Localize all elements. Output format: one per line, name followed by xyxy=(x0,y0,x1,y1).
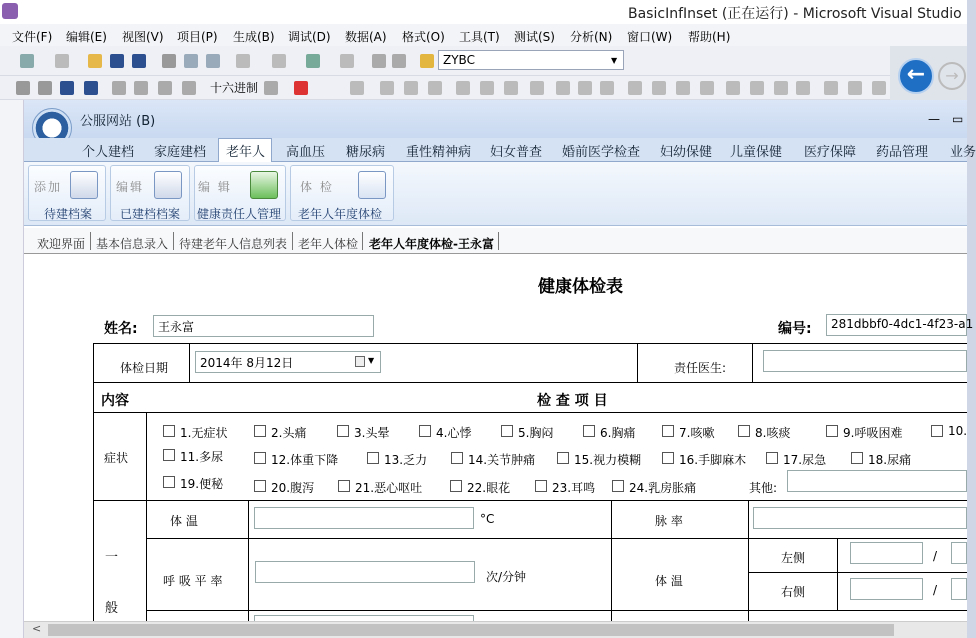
group-caption-built: 已建档档案 xyxy=(120,207,181,221)
tab-diabetes[interactable]: 糖尿病 xyxy=(346,145,386,160)
vspace-inc-icon[interactable] xyxy=(750,81,764,95)
checkup-date-picker[interactable]: 2014年 8月12日 xyxy=(195,351,381,373)
symptom-checkbox-24[interactable] xyxy=(612,480,624,492)
grid-line xyxy=(146,412,147,621)
align-icon[interactable] xyxy=(350,81,364,95)
symptom-checkbox-3[interactable] xyxy=(337,425,349,437)
symptom-label-17: 17.尿急 xyxy=(783,453,827,467)
menu-view[interactable]: 视图(V) xyxy=(122,30,164,44)
tab-women-screening[interactable]: 妇女普查 xyxy=(490,145,543,160)
bring-front-icon[interactable] xyxy=(872,81,886,95)
paste-icon[interactable] xyxy=(206,54,220,68)
app-title-bar xyxy=(24,100,967,138)
solution-config-combo[interactable]: ZYBC xyxy=(438,50,624,70)
blood-pressure-label: 体 温 xyxy=(655,574,683,588)
doctor-field[interactable] xyxy=(763,350,967,372)
grid-line xyxy=(637,343,638,382)
symptom-checkbox-21[interactable] xyxy=(338,480,350,492)
symptom-checkbox-4[interactable] xyxy=(419,425,431,437)
edit-button[interactable]: 编辑 xyxy=(116,180,145,194)
record-icon[interactable] xyxy=(294,81,308,95)
form-title: 健康体检表 xyxy=(538,277,623,297)
continue-icon[interactable] xyxy=(16,81,30,95)
respiration-label: 呼 吸 平 率 xyxy=(163,574,223,588)
group-caption-pending: 待建档案 xyxy=(44,207,93,221)
checkup-doc-icon[interactable] xyxy=(358,171,386,199)
symptom-label-4: 4.心悸 xyxy=(436,426,472,440)
symptom-checkbox-6[interactable] xyxy=(583,425,595,437)
same-height-icon[interactable] xyxy=(556,81,570,95)
right-slash: / xyxy=(933,583,938,597)
other-symptom-field[interactable] xyxy=(787,470,967,492)
symptom-checkbox-15[interactable] xyxy=(557,452,569,464)
doc-tab-welcome[interactable]: 欢迎界面 xyxy=(37,237,86,251)
right-side-label: 右侧 xyxy=(781,585,806,599)
cut-icon[interactable] xyxy=(162,54,176,68)
chevron-down-icon[interactable]: ▼ xyxy=(368,356,375,365)
vs-title: BasicInfInset (正在运行) - Microsoft Visual Studio xyxy=(628,6,962,22)
stop-icon[interactable] xyxy=(60,81,74,95)
align-bottom-icon[interactable] xyxy=(504,81,518,95)
left-systolic-field[interactable] xyxy=(850,542,923,564)
other-label: 其他: xyxy=(749,481,778,495)
symptom-label-6: 6.胸痛 xyxy=(600,426,636,440)
symptom-label-18: 18.尿痛 xyxy=(868,453,912,467)
add-button[interactable]: 添加 xyxy=(34,180,63,194)
center-h-icon[interactable] xyxy=(824,81,838,95)
grid-line xyxy=(146,610,967,611)
grid-line xyxy=(248,500,249,621)
menu-file[interactable]: 文件(F) xyxy=(12,30,53,44)
find-icon[interactable] xyxy=(340,54,354,68)
doc-tab-elderly-check[interactable]: 老年人体检 xyxy=(298,237,359,251)
temperature-unit: °C xyxy=(480,512,495,526)
symptom-checkbox-13[interactable] xyxy=(367,452,379,464)
tab-divider xyxy=(90,232,91,250)
symptom-checkbox-2[interactable] xyxy=(254,425,266,437)
left-slash: / xyxy=(933,549,938,563)
tab-divider xyxy=(292,232,293,250)
vs-title-bar xyxy=(0,0,967,24)
tab-mental-illness[interactable]: 重性精神病 xyxy=(406,145,472,160)
tab-divider xyxy=(498,232,499,250)
vspace-dec-icon[interactable] xyxy=(774,81,788,95)
left-diastolic-field[interactable] xyxy=(951,542,967,564)
menu-data[interactable]: 数据(A) xyxy=(345,30,387,44)
hex-toggle[interactable]: 十六进制 xyxy=(210,81,259,95)
group-caption-health-owner: 健康责任人管理 xyxy=(197,207,282,221)
menu-edit[interactable]: 编辑(E) xyxy=(66,30,107,44)
symptom-checkbox-16[interactable] xyxy=(662,452,674,464)
same-size-icon[interactable] xyxy=(578,81,592,95)
vs-logo-icon xyxy=(2,3,18,19)
scroll-left-icon[interactable]: < xyxy=(32,622,42,635)
menu-debug[interactable]: 调试(D) xyxy=(288,30,331,44)
tab-maternal-care[interactable]: 妇幼保健 xyxy=(660,145,713,160)
copy-icon[interactable] xyxy=(184,54,198,68)
menu-test[interactable]: 测试(S) xyxy=(514,30,555,44)
symptom-checkbox-11[interactable] xyxy=(163,449,175,461)
grid-icon[interactable] xyxy=(600,81,614,95)
content-header: 内容 xyxy=(101,393,129,409)
hspace-remove-icon[interactable] xyxy=(700,81,714,95)
align-left-icon[interactable] xyxy=(380,81,394,95)
symptom-checkbox-10[interactable] xyxy=(931,425,943,437)
align-center-icon[interactable] xyxy=(404,81,418,95)
tab-elderly[interactable]: 老年人 xyxy=(226,145,266,160)
align-middle-icon[interactable] xyxy=(480,81,494,95)
tab-business[interactable]: 业务 xyxy=(950,145,976,160)
symptom-label-15: 15.视力模糊 xyxy=(574,453,642,467)
show-next-icon[interactable] xyxy=(182,81,196,95)
menu-tools[interactable]: 工具(T) xyxy=(459,30,500,44)
grid-line xyxy=(837,538,838,610)
restart-icon[interactable] xyxy=(84,81,98,95)
scrollbar-thumb[interactable] xyxy=(48,624,894,636)
symptom-checkbox-19[interactable] xyxy=(163,476,175,488)
tab-family-record[interactable]: 家庭建档 xyxy=(154,145,207,160)
symptom-label-14: 14.关节肿痛 xyxy=(468,453,536,467)
symptom-label-3: 3.头晕 xyxy=(354,426,390,440)
symptom-checkbox-14[interactable] xyxy=(451,452,463,464)
forward-arrow-icon[interactable]: → xyxy=(938,62,966,90)
symptom-checkbox-5[interactable] xyxy=(501,425,513,437)
menu-build[interactable]: 生成(B) xyxy=(233,30,275,44)
save-icon[interactable] xyxy=(110,54,124,68)
tab-medical-insurance[interactable]: 医疗保障 xyxy=(804,145,857,160)
align-top-icon[interactable] xyxy=(456,81,470,95)
chevron-down-icon[interactable]: ▼ xyxy=(611,56,618,65)
group-caption-annual-check: 老年人年度体检 xyxy=(298,207,383,221)
symptom-label-20: 20.腹泻 xyxy=(271,481,315,495)
grid-line xyxy=(748,500,749,621)
step-into-icon[interactable] xyxy=(112,81,126,95)
name-label: 姓名: xyxy=(104,321,138,337)
symptom-label-23: 23.耳鸣 xyxy=(552,481,596,495)
temperature-field[interactable] xyxy=(254,507,474,529)
vspace-remove-icon[interactable] xyxy=(796,81,810,95)
right-systolic-field[interactable] xyxy=(850,578,923,600)
grid-line xyxy=(189,343,190,382)
edit-record-icon[interactable] xyxy=(154,171,182,199)
symptom-label-7: 7.咳嗽 xyxy=(679,426,715,440)
step-out-icon[interactable] xyxy=(158,81,172,95)
right-diastolic-field[interactable] xyxy=(951,578,967,600)
tab-personal-record[interactable]: 个人建档 xyxy=(82,145,135,160)
hspace-dec-icon[interactable] xyxy=(676,81,690,95)
start-icon[interactable] xyxy=(372,54,386,68)
items-header: 检 查 项 目 xyxy=(537,393,608,409)
symptom-label-16: 16.手脚麻木 xyxy=(679,453,747,467)
grid-line xyxy=(93,343,94,621)
doc-tab-basic-info[interactable]: 基本信息录入 xyxy=(96,237,169,251)
save-all-icon[interactable] xyxy=(132,54,146,68)
tab-child-care[interactable]: 儿童保健 xyxy=(730,145,783,160)
symptom-label-8: 8.咳痰 xyxy=(755,426,791,440)
tab-divider xyxy=(362,232,363,250)
symptom-label-22: 22.眼花 xyxy=(467,481,511,495)
doctor-label: 责任医生: xyxy=(674,361,727,375)
grid-line xyxy=(146,538,967,539)
step-over-icon[interactable] xyxy=(134,81,148,95)
grid-line xyxy=(752,343,753,382)
symptom-checkbox-1[interactable] xyxy=(163,425,175,437)
menu-analyze[interactable]: 分析(N) xyxy=(570,30,613,44)
maximize-icon[interactable]: ▭ xyxy=(952,112,964,126)
add-item-icon[interactable] xyxy=(55,54,69,68)
id-field[interactable]: 281dbbf0-4dc1-4f23-a1 xyxy=(826,314,967,336)
vs-left-dock xyxy=(0,100,24,638)
open-folder-icon[interactable] xyxy=(88,54,102,68)
vs-menu-bar xyxy=(0,24,967,46)
grid-line xyxy=(93,500,967,501)
minimize-icon[interactable]: — xyxy=(928,112,940,126)
symptom-checkbox-12[interactable] xyxy=(254,452,266,464)
edit-owner-button[interactable]: 编 辑 xyxy=(198,180,232,194)
health-owner-icon[interactable] xyxy=(250,171,278,199)
temperature-label: 体 温 xyxy=(170,514,198,528)
symptom-checkbox-18[interactable] xyxy=(851,452,863,464)
symptom-checkbox-7[interactable] xyxy=(662,425,674,437)
general-label-top: 一 xyxy=(105,550,119,565)
grid-line xyxy=(748,572,967,573)
grid-line xyxy=(93,382,967,383)
symptom-label-21: 21.恶心呕吐 xyxy=(355,481,423,495)
menu-help[interactable]: 帮助(H) xyxy=(688,30,731,44)
add-record-icon[interactable] xyxy=(70,171,98,199)
grid-line xyxy=(93,412,967,413)
tab-divider xyxy=(173,232,174,250)
checkup-date-label: 体检日期 xyxy=(120,361,169,375)
new-project-icon[interactable] xyxy=(20,54,34,68)
config-icon[interactable] xyxy=(420,54,434,68)
tab-hypertension[interactable]: 高血压 xyxy=(286,145,326,160)
symptom-checkbox-22[interactable] xyxy=(450,480,462,492)
name-field[interactable]: 王永富 xyxy=(153,315,374,337)
symptom-label-11: 11.多尿 xyxy=(180,450,224,464)
tab-premarital-check[interactable]: 婚前医学检查 xyxy=(562,145,641,160)
symptom-checkbox-20[interactable] xyxy=(254,480,266,492)
doc-tab-annual-check[interactable]: 老年人年度体检-王永富 xyxy=(369,237,494,251)
attach-icon[interactable] xyxy=(392,54,406,68)
symptom-checkbox-8[interactable] xyxy=(738,425,750,437)
app-name: 公服网站 (B) xyxy=(80,114,156,129)
breakpoint-icon[interactable] xyxy=(264,81,278,95)
center-v-icon[interactable] xyxy=(848,81,862,95)
respiration-unit: 次/分钟 xyxy=(486,570,527,584)
hspace-icon[interactable] xyxy=(628,81,642,95)
calendar-icon[interactable] xyxy=(355,356,365,367)
pause-icon[interactable] xyxy=(38,81,52,95)
symptom-label-12: 12.体重下降 xyxy=(271,453,339,467)
symptom-checkbox-23[interactable] xyxy=(535,480,547,492)
symptom-label-24: 24.乳房胀痛 xyxy=(629,481,697,495)
hspace-inc-icon[interactable] xyxy=(652,81,666,95)
symptom-label-9: 9.呼吸困难 xyxy=(843,426,903,440)
general-label-bottom: 般 xyxy=(105,601,119,616)
same-width-icon[interactable] xyxy=(530,81,544,95)
doc-tab-pending-list[interactable]: 待建老年人信息列表 xyxy=(179,237,288,251)
id-label: 编号: xyxy=(778,321,812,337)
checkup-button[interactable]: 体 检 xyxy=(300,180,334,194)
symptom-label-5: 5.胸闷 xyxy=(518,426,554,440)
symptom-label: 症状 xyxy=(104,451,129,465)
menu-format[interactable]: 格式(O) xyxy=(402,30,445,44)
symptom-label-1: 1.无症状 xyxy=(180,426,228,440)
menu-window[interactable]: 窗口(W) xyxy=(627,30,673,44)
symptom-checkbox-17[interactable] xyxy=(766,452,778,464)
vspace-icon[interactable] xyxy=(726,81,740,95)
symptom-label-10: 10. xyxy=(948,424,968,438)
menu-project[interactable]: 项目(P) xyxy=(177,30,218,44)
symptom-label-13: 13.乏力 xyxy=(384,453,428,467)
undo-icon[interactable] xyxy=(236,54,250,68)
back-arrow-icon[interactable]: ← xyxy=(898,58,934,94)
align-right-icon[interactable] xyxy=(428,81,442,95)
grid-line xyxy=(93,343,967,344)
respiration-field[interactable] xyxy=(255,561,475,583)
navigate-icon[interactable] xyxy=(306,54,320,68)
redo-icon[interactable] xyxy=(272,54,286,68)
symptom-label-2: 2.头痛 xyxy=(271,426,307,440)
pulse-label: 脉 率 xyxy=(655,514,683,528)
symptom-label-19: 19.便秘 xyxy=(180,477,224,491)
pulse-field[interactable] xyxy=(753,507,967,529)
tab-drug-management[interactable]: 药品管理 xyxy=(876,145,929,160)
symptom-checkbox-9[interactable] xyxy=(826,425,838,437)
grid-line xyxy=(611,500,612,621)
left-side-label: 左侧 xyxy=(781,551,806,565)
